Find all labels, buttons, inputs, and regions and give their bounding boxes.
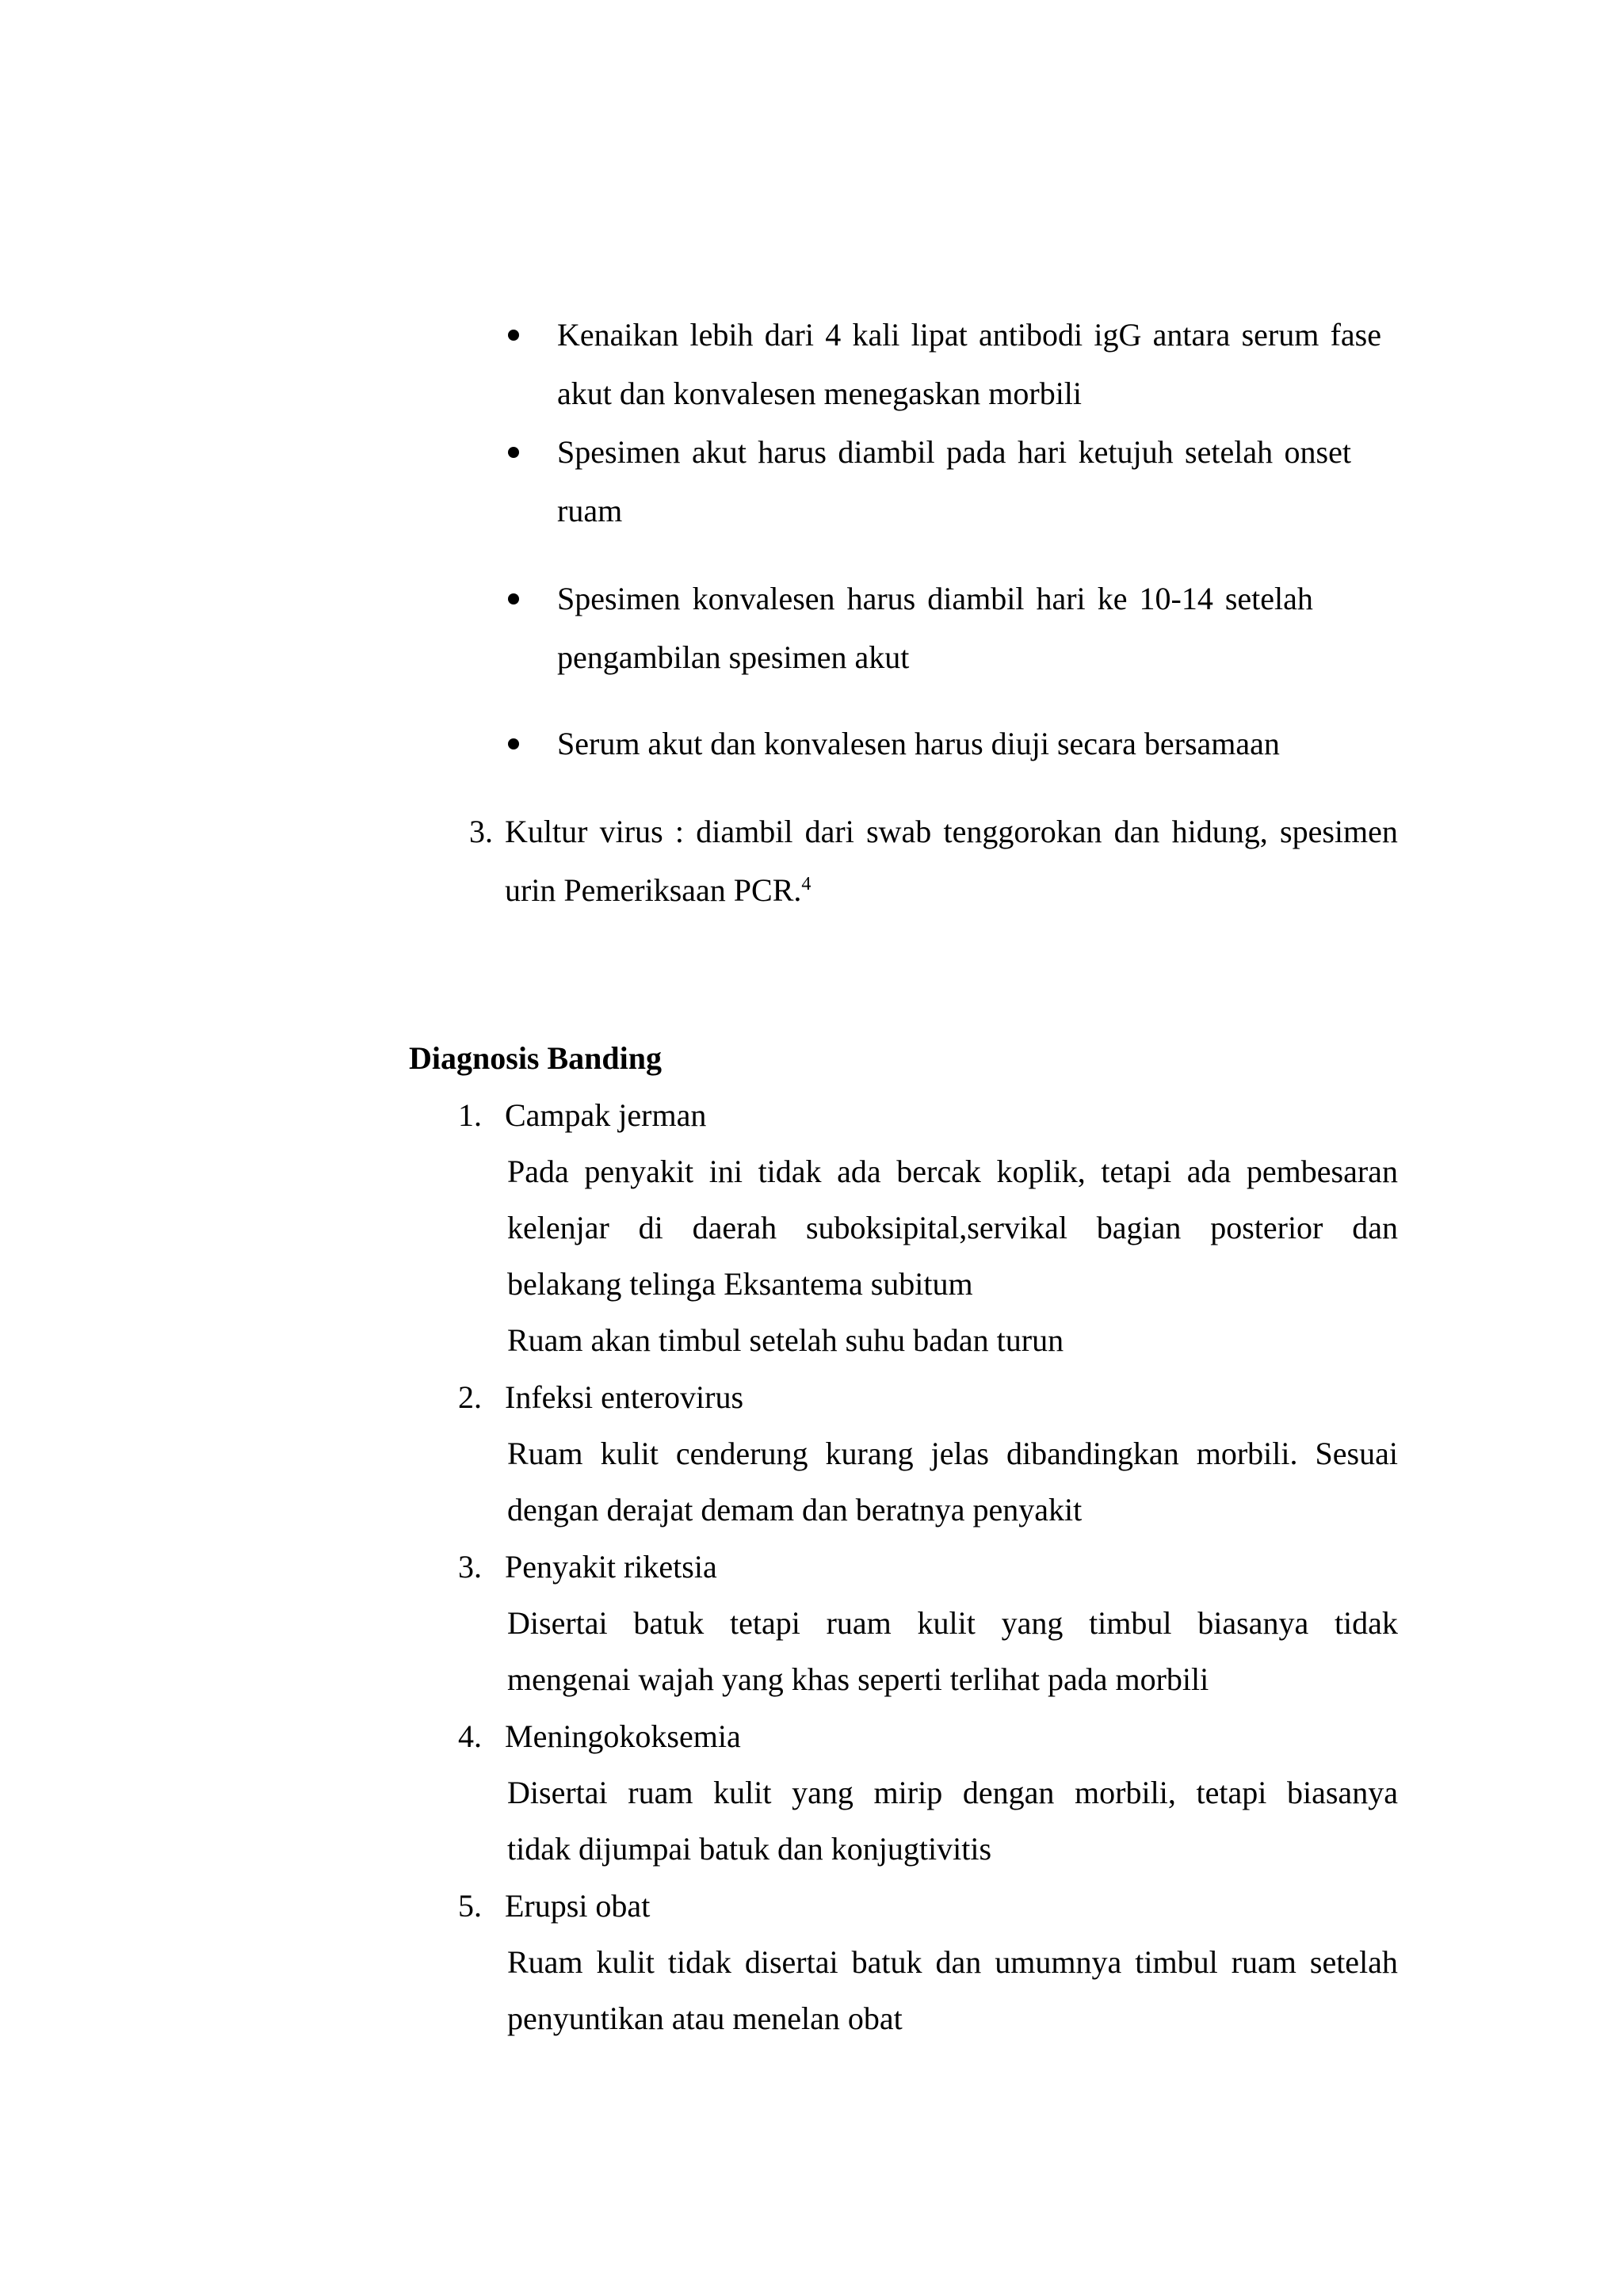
- word: kurang: [825, 1436, 914, 1471]
- word: serum: [1241, 317, 1319, 353]
- section-title: Diagnosis Banding: [409, 1040, 663, 1076]
- word: lipat: [911, 317, 968, 353]
- word: penyakit: [584, 1154, 694, 1189]
- bullet-line: Serum akut dan konvalesen harus diuji secara bersamaan: [557, 726, 1280, 761]
- word: igG: [1094, 317, 1142, 353]
- diagnosis-line: belakang telinga Eksantema subitum: [507, 1266, 973, 1302]
- word: ruam: [628, 1775, 693, 1810]
- kultur-text: urin Pemeriksaan PCR.: [505, 872, 802, 908]
- word: daerah: [692, 1210, 777, 1245]
- word: pembesaran: [1246, 1154, 1398, 1189]
- diagnosis-line: [507, 1153, 1398, 1191]
- word: Ruam: [507, 1944, 583, 1980]
- bullet-line: akut dan konvalesen menegaskan morbili: [557, 376, 1083, 411]
- bullet-dot: [508, 593, 519, 605]
- word: kulit: [713, 1775, 772, 1810]
- diagnosis-line: [507, 1435, 1398, 1473]
- bullet-dot: [508, 447, 519, 458]
- citation-superscript: 4: [801, 874, 812, 894]
- word: antara: [1152, 317, 1231, 353]
- word: diambil: [838, 434, 935, 470]
- word: umumnya: [995, 1944, 1122, 1980]
- bullet-line: [557, 433, 1351, 471]
- word: jelas: [930, 1436, 989, 1471]
- word: tetapi: [1196, 1775, 1267, 1810]
- word: tetapi: [1101, 1154, 1172, 1189]
- word: ini: [708, 1154, 743, 1189]
- kultur-line: [505, 871, 811, 910]
- list-number: 2.: [458, 1379, 482, 1415]
- word: harus: [758, 434, 827, 470]
- word: harus: [846, 581, 916, 616]
- word: morbili.: [1196, 1436, 1298, 1471]
- word: ke: [1097, 581, 1128, 616]
- bullet-line: ruam: [557, 493, 623, 528]
- word: ada: [1186, 1154, 1232, 1189]
- word: :: [674, 814, 684, 849]
- list-number: 5.: [458, 1888, 482, 1924]
- list-number: 3.: [458, 1549, 482, 1585]
- word: tidak: [667, 1944, 731, 1980]
- word: mirip: [873, 1775, 943, 1810]
- word: konvalesen: [692, 581, 835, 616]
- word: disertai: [744, 1944, 838, 1980]
- word: 4: [825, 317, 842, 353]
- word: kulit: [596, 1944, 655, 1980]
- word: yang: [792, 1775, 854, 1810]
- word: suboksipital,servikal: [805, 1210, 1067, 1245]
- word: setelah: [1309, 1944, 1398, 1980]
- diagnosis-title: Erupsi obat: [505, 1888, 651, 1924]
- word: diambil: [696, 814, 793, 849]
- bullet-line: [557, 316, 1381, 354]
- word: Pada: [507, 1154, 569, 1189]
- word: Ruam: [507, 1436, 583, 1471]
- word: dari: [804, 814, 854, 849]
- diagnosis-title: Penyakit riketsia: [505, 1549, 717, 1585]
- word: onset: [1284, 434, 1351, 470]
- bullet-dot: [508, 738, 519, 749]
- word: pada: [946, 434, 1006, 470]
- word: tidak: [1334, 1605, 1398, 1641]
- word: tenggorokan: [943, 814, 1102, 849]
- word: ruam: [826, 1605, 892, 1641]
- diagnosis-title: Meningokoksemia: [505, 1718, 741, 1754]
- word: fase: [1330, 317, 1381, 353]
- word: Sesuai: [1315, 1436, 1398, 1471]
- word: spesimen: [1280, 814, 1398, 849]
- list-number: 1.: [458, 1097, 482, 1133]
- diagnosis-line: tidak dijumpai batuk dan konjugtivitis: [507, 1831, 992, 1867]
- word: bagian: [1096, 1210, 1182, 1245]
- word: di: [638, 1210, 663, 1245]
- word: timbul: [1089, 1605, 1172, 1641]
- kultur-line: [505, 813, 1398, 851]
- word: posterior: [1210, 1210, 1323, 1245]
- word: ada: [837, 1154, 881, 1189]
- word: tetapi: [729, 1605, 800, 1641]
- word: hidung,: [1171, 814, 1268, 849]
- word: dan: [935, 1944, 982, 1980]
- word: cenderung: [675, 1436, 808, 1471]
- word: Disertai: [507, 1775, 608, 1810]
- word: bercak: [896, 1154, 981, 1189]
- word: biasanya: [1287, 1775, 1398, 1810]
- word: dengan: [962, 1775, 1055, 1810]
- list-number: 3.: [469, 814, 493, 849]
- word: morbili,: [1075, 1775, 1176, 1810]
- diagnosis-line: Ruam akan timbul setelah suhu badan turun: [507, 1322, 1064, 1358]
- word: tidak: [758, 1154, 822, 1189]
- word: dari: [764, 317, 814, 353]
- word: timbul: [1135, 1944, 1218, 1980]
- word: Kenaikan: [557, 317, 679, 353]
- word: diambil: [927, 581, 1025, 616]
- word: yang: [1001, 1605, 1064, 1641]
- word: biasanya: [1197, 1605, 1309, 1641]
- word: Disertai: [507, 1605, 608, 1641]
- word: kulit: [600, 1436, 659, 1471]
- word: setelah: [1185, 434, 1274, 470]
- diagnosis-title: Infeksi enterovirus: [505, 1379, 744, 1415]
- diagnosis-title: Campak jerman: [505, 1097, 707, 1133]
- list-number: 4.: [458, 1718, 482, 1754]
- word: Spesimen: [557, 581, 681, 616]
- diagnosis-line: mengenai wajah yang khas seperti terlihat pada morbili: [507, 1661, 1209, 1697]
- word: hari: [1017, 434, 1067, 470]
- word: Spesimen: [557, 434, 681, 470]
- word: akut: [691, 434, 747, 470]
- word: ruam: [1231, 1944, 1296, 1980]
- word: batuk: [633, 1605, 705, 1641]
- word: swab: [866, 814, 932, 849]
- diagnosis-line: [507, 1774, 1398, 1812]
- diagnosis-line: [507, 1604, 1398, 1642]
- word: hari: [1036, 581, 1086, 616]
- word: dan: [1352, 1210, 1398, 1245]
- word: kelenjar: [507, 1210, 609, 1245]
- bullet-line: [557, 580, 1313, 618]
- word: ketujuh: [1078, 434, 1174, 470]
- word: kulit: [917, 1605, 976, 1641]
- word: setelah: [1224, 581, 1313, 616]
- word: Kultur: [505, 814, 588, 849]
- word: antibodi: [979, 317, 1083, 353]
- word: dan: [1113, 814, 1160, 849]
- word: dibandingkan: [1006, 1436, 1179, 1471]
- bullet-line: pengambilan spesimen akut: [557, 639, 910, 675]
- word: virus: [599, 814, 663, 849]
- word: kali: [852, 317, 900, 353]
- diagnosis-line: dengan derajat demam dan beratnya penyakit: [507, 1492, 1083, 1527]
- diagnosis-line: [507, 1209, 1398, 1247]
- bullet-dot: [508, 330, 519, 341]
- diagnosis-line: penyuntikan atau menelan obat: [507, 2000, 903, 2036]
- word: batuk: [851, 1944, 922, 1980]
- word: lebih: [689, 317, 754, 353]
- word: koplik,: [996, 1154, 1086, 1189]
- diagnosis-line: [507, 1943, 1398, 1981]
- word: 10-14: [1139, 581, 1213, 616]
